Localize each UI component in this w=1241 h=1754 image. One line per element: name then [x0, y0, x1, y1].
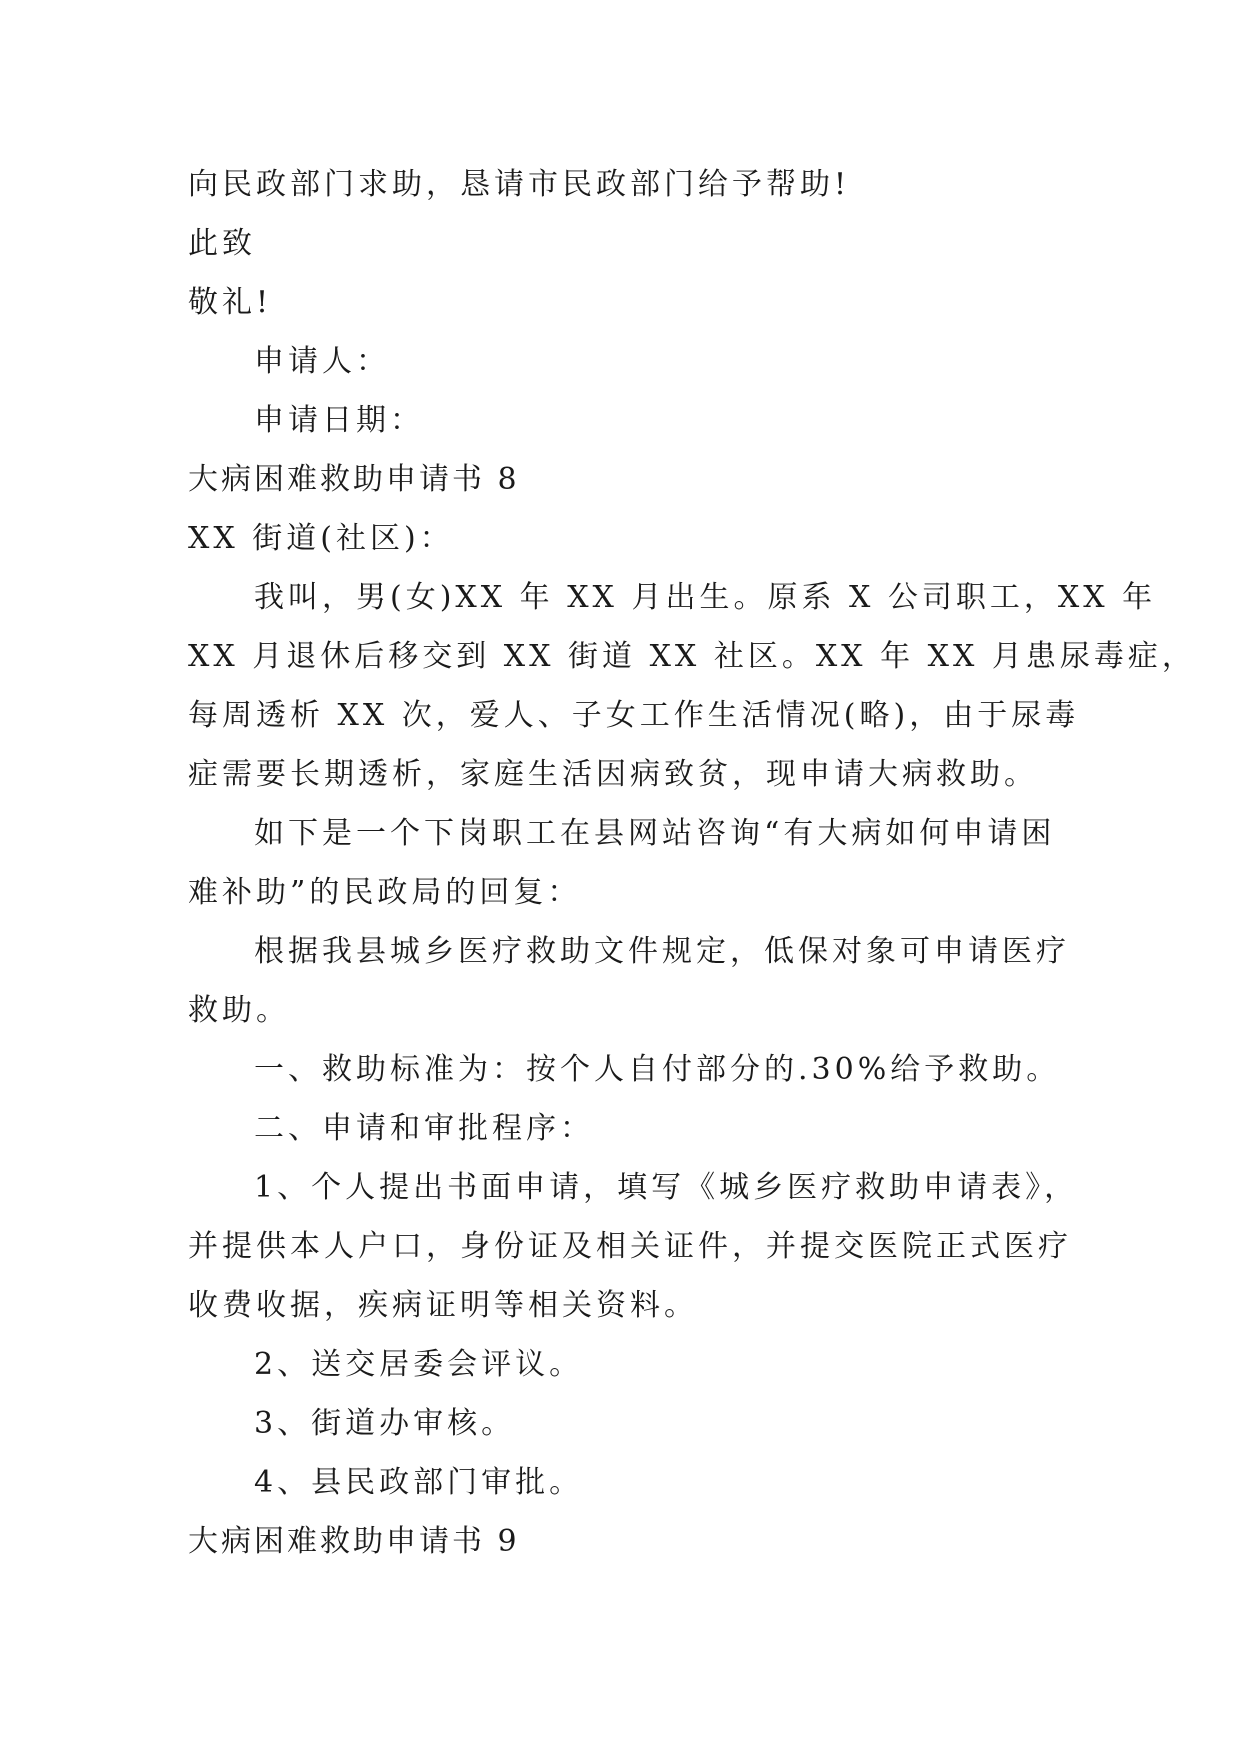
paragraph-line: 救助。: [188, 993, 290, 1028]
paragraph-line: 根据我县城乡医疗救助文件规定，低保对象可申请医疗: [254, 934, 1070, 969]
section-heading-9: 大病困难救助申请书 9: [188, 1524, 520, 1559]
document-body: [188, 155, 1196, 1571]
recipient-line: XX 街道(社区)：: [188, 521, 454, 556]
procedure-step-1-continued: 并提供本人户口，身份证及相关证件，并提交医院正式医疗: [188, 1229, 1072, 1264]
closing-paragraph-line: 向民政部门求助，恳请市民政部门给予帮助!: [188, 167, 851, 202]
salutation-closing: 敬礼!: [188, 285, 273, 320]
procedure-step-2: 2、送交居委会评议。: [254, 1347, 584, 1382]
procedure-step-4: 4、县民政部门审批。: [254, 1465, 584, 1500]
procedure-step-3: 3、街道办审核。: [254, 1406, 516, 1441]
paragraph-line: 难补助”的民政局的回复：: [188, 875, 582, 910]
paragraph-line: 我叫，男(女)XX 年 XX 月出生。原系 X 公司职工，XX 年: [254, 580, 1157, 615]
paragraph-line: 每周透析 XX 次，爱人、子女工作生活情况(略)，由于尿毒: [188, 698, 1080, 733]
paragraph-line: 如下是一个下岗职工在县网站咨询“有大病如何申请困: [254, 816, 1056, 851]
procedure-step-1-continued: 收费收据，疾病证明等相关资料。: [188, 1288, 698, 1323]
paragraph-line: 症需要长期透析，家庭生活因病致贫，现申请大病救助。: [188, 757, 1038, 792]
application-date-label: 申请日期：: [254, 403, 424, 438]
applicant-label: 申请人：: [254, 344, 390, 379]
list-item-standard: 一、救助标准为：按个人自付部分的.30%给予救助。: [254, 1052, 1061, 1087]
procedure-step-1: 1、个人提出书面申请，填写《城乡医疗救助申请表》，: [254, 1170, 1079, 1205]
salutation-line: 此致: [188, 226, 256, 261]
section-heading-8: 大病困难救助申请书 8: [188, 462, 520, 497]
paragraph-line: XX 月退休后移交到 XX 街道 XX 社区。XX 年 XX 月患尿毒症，: [188, 639, 1196, 674]
list-item-procedure: 二、申请和审批程序：: [254, 1111, 594, 1146]
